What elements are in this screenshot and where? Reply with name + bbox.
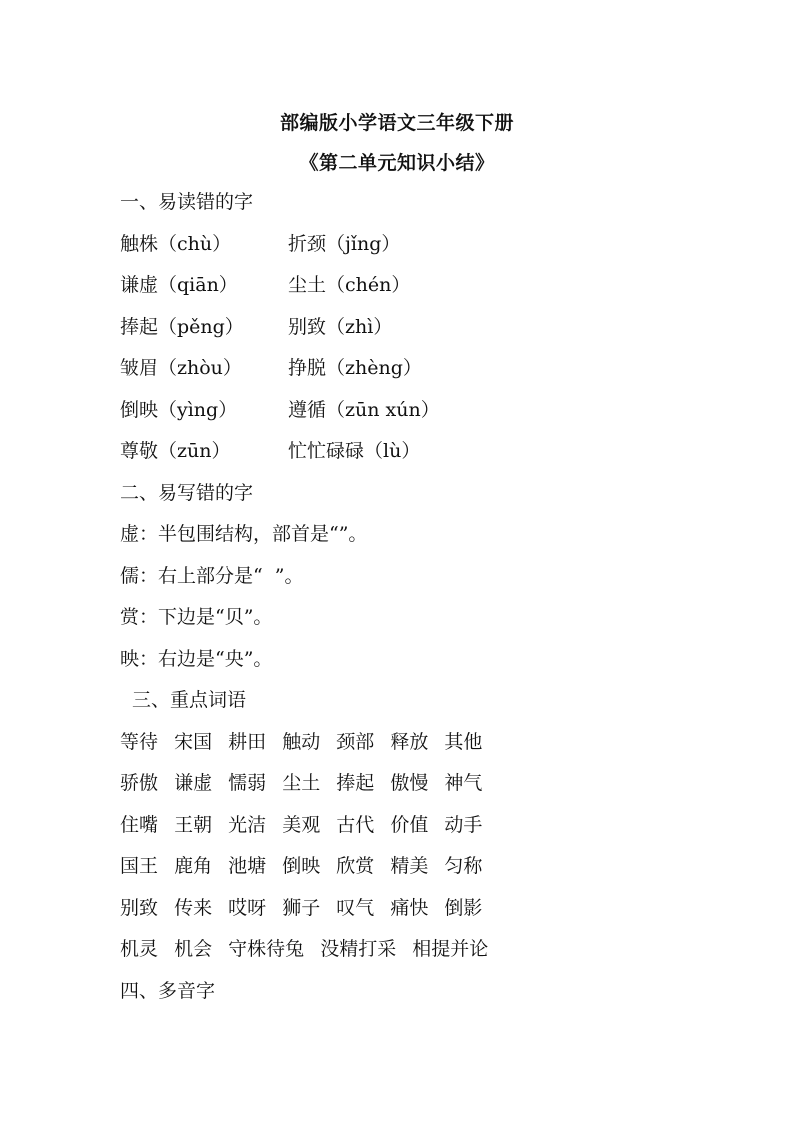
pinyin-item: 别致（zhì） bbox=[288, 315, 393, 338]
document-body bbox=[120, 182, 720, 1012]
writing-note: 映：右边是“央”。 bbox=[120, 647, 273, 670]
word-item: 别致 bbox=[120, 896, 159, 919]
word-item: 匀称 bbox=[444, 855, 483, 877]
word-row bbox=[120, 805, 720, 847]
pinyin-row bbox=[120, 390, 720, 432]
pinyin-item: 倒映（yìng） bbox=[120, 398, 238, 421]
word-item: 国王 bbox=[120, 855, 159, 877]
word-item: 尘土 bbox=[282, 772, 321, 794]
pinyin-item: 挣脱（zhèng） bbox=[288, 357, 422, 379]
word-item: 宋国 bbox=[174, 730, 213, 753]
page-subtitle: 《第二单元知识小结》 bbox=[299, 152, 495, 174]
pinyin-row bbox=[120, 348, 720, 390]
word-item: 美观 bbox=[282, 813, 321, 836]
word-item: 等待 bbox=[120, 730, 159, 753]
word-item: 颈部 bbox=[336, 730, 375, 753]
word-item: 动手 bbox=[444, 813, 483, 836]
word-row bbox=[120, 888, 720, 930]
word-row bbox=[120, 929, 720, 971]
pinyin-row bbox=[120, 265, 720, 307]
word-item: 其他 bbox=[444, 730, 483, 753]
word-row bbox=[120, 722, 720, 764]
pinyin-item: 忙忙碌碌（lù） bbox=[288, 440, 421, 462]
writing-note: 虚：半包围结构，部首是“”。 bbox=[120, 523, 368, 545]
word-item: 机灵 bbox=[120, 938, 159, 960]
word-item: 触动 bbox=[282, 730, 321, 753]
word-item: 倒映 bbox=[282, 855, 321, 877]
word-item: 哎呀 bbox=[228, 896, 267, 919]
word-item: 狮子 bbox=[282, 896, 321, 919]
writing-note: 赏：下边是“贝”。 bbox=[120, 606, 273, 628]
word-item: 懦弱 bbox=[228, 772, 267, 794]
word-item: 机会 bbox=[174, 938, 213, 960]
section-heading-1: 一、易读错的字 bbox=[120, 191, 254, 213]
word-item: 传来 bbox=[174, 896, 213, 919]
word-item: 耕田 bbox=[228, 730, 267, 753]
word-row bbox=[120, 846, 720, 888]
word-item: 欣赏 bbox=[336, 855, 375, 877]
word-item: 倒影 bbox=[444, 896, 483, 919]
section-heading-2: 二、易写错的字 bbox=[120, 481, 254, 504]
word-item: 精美 bbox=[390, 855, 429, 877]
pinyin-item: 尘土（chén） bbox=[288, 274, 411, 296]
word-item: 鹿角 bbox=[174, 855, 213, 877]
word-item: 痛快 bbox=[390, 896, 429, 919]
pinyin-item: 触株（chù） bbox=[120, 232, 232, 255]
section-heading-3: 三、重点词语 bbox=[132, 689, 247, 711]
pinyin-item: 捧起（pěng） bbox=[120, 315, 244, 338]
section-heading-4: 四、多音字 bbox=[120, 979, 216, 1002]
word-item: 价值 bbox=[390, 813, 429, 836]
word-item: 傲慢 bbox=[390, 772, 429, 794]
word-item: 守株待兔 bbox=[228, 938, 305, 960]
page-title: 部编版小学语文三年级下册 bbox=[279, 112, 514, 134]
pinyin-item: 皱眉（zhòu） bbox=[120, 357, 242, 379]
word-item: 神气 bbox=[444, 772, 483, 794]
word-item: 谦虚 bbox=[174, 772, 213, 794]
word-item: 释放 bbox=[390, 730, 429, 753]
word-item: 没精打采 bbox=[320, 938, 397, 960]
word-item: 住嘴 bbox=[120, 813, 159, 836]
word-item: 王朝 bbox=[174, 813, 213, 836]
pinyin-item: 遵循（zūn xún） bbox=[288, 398, 440, 421]
word-item: 池塘 bbox=[228, 855, 267, 877]
word-item: 相提并论 bbox=[412, 938, 489, 960]
pinyin-row bbox=[120, 224, 720, 266]
pinyin-row bbox=[120, 431, 720, 473]
word-item: 叹气 bbox=[336, 896, 375, 919]
writing-note: 儒：右上部分是“ ”。 bbox=[120, 564, 304, 587]
word-item: 捧起 bbox=[336, 772, 375, 794]
word-item: 骄傲 bbox=[120, 772, 159, 794]
pinyin-row bbox=[120, 307, 720, 349]
word-item: 古代 bbox=[336, 813, 375, 836]
pinyin-item: 折颈（jǐng） bbox=[288, 232, 401, 255]
pinyin-item: 谦虚（qiān） bbox=[120, 274, 238, 296]
word-item: 光洁 bbox=[228, 813, 267, 836]
word-row bbox=[120, 763, 720, 805]
pinyin-item: 尊敬（zūn） bbox=[120, 440, 231, 462]
